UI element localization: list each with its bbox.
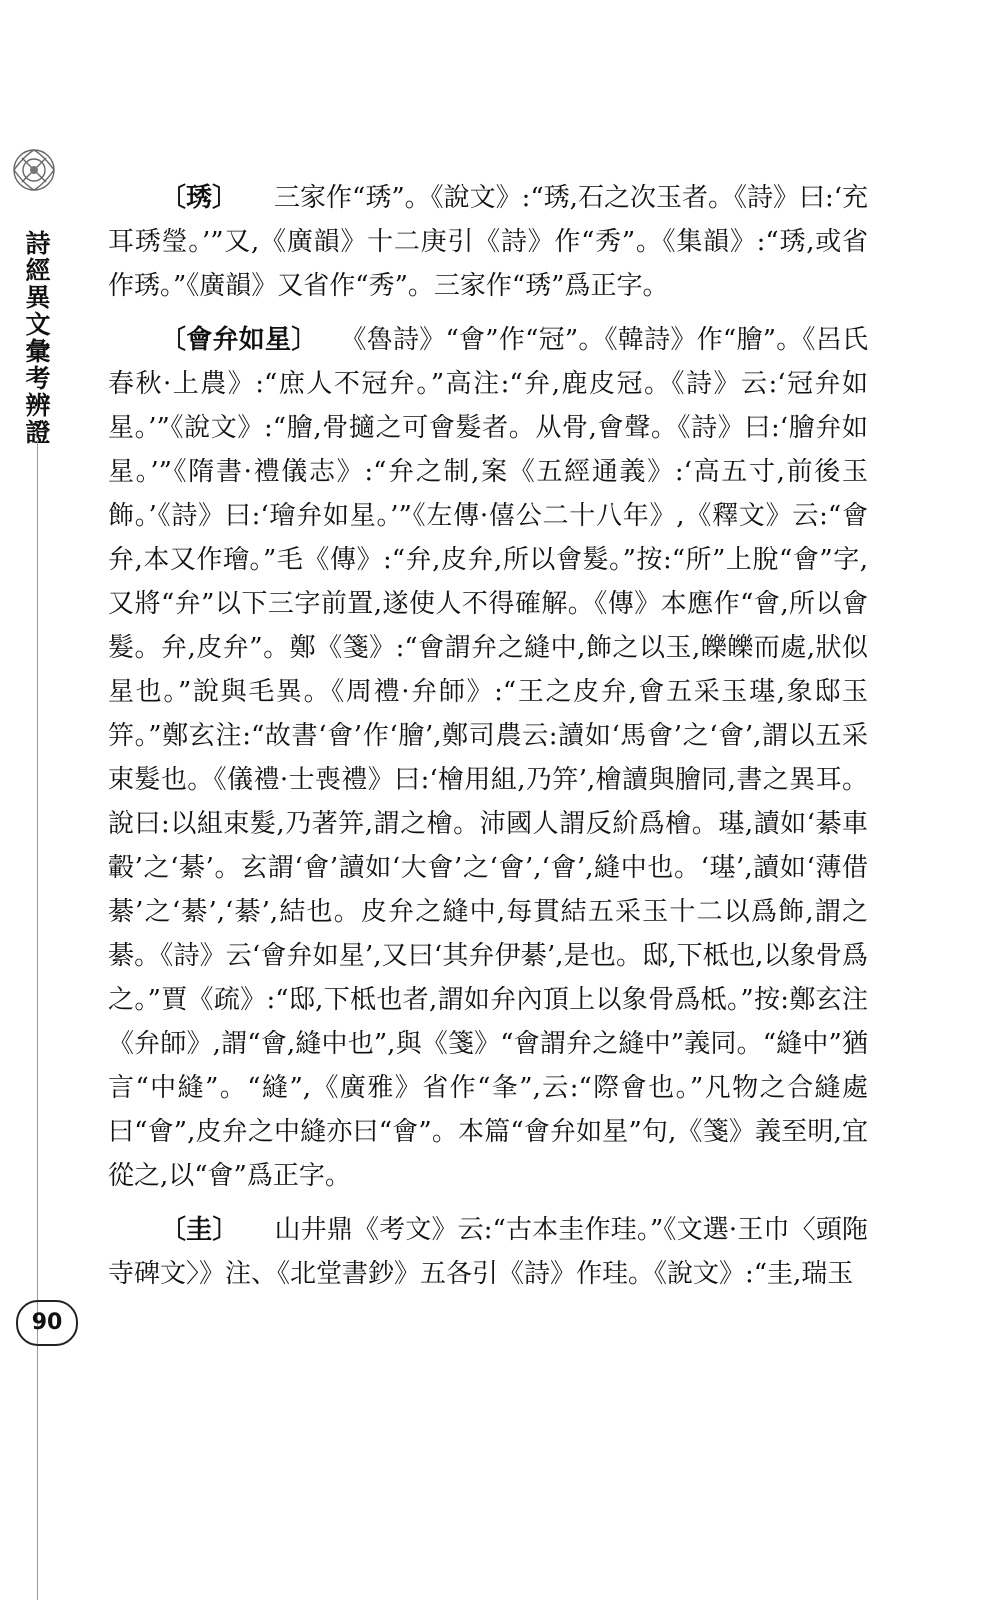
side-title-char: 經	[25, 256, 51, 285]
entry-text: 《魯詩》“會”作“冠”。《韓詩》作“膾”。《呂氏春秋·上農》:“庶人不冠弁。”高注:“弁,鹿皮冠。《詩》云:‘冠弁如星。’”《說文》:“膾,骨擿之可會髮者。从骨,會聲。《詩》曰:‘膾弁如星。’”《隋書·禮儀志》:“弁之制,案《五經通義》:‘高五寸,前後玉飾。’《詩》曰:‘璯弁如星。’”《左傳·僖公二十八年》,《釋文》云:“會弁,本又作璯。”毛《傳》:“弁,皮弁,所以會髮。”按:“所”上脫“會”字,又將“弁”以下三字前置,遂使人不得確解。《傳》本應作“會,所以會髮。弁,皮弁”。鄭《箋》:“會謂弁之縫中,飾之以玉,皪皪而處,狀似星也。”說與毛異。《周禮·弁師》:“王之皮弁,會五采玉璂,象邸玉笄。”鄭玄注:“故書‘會’作‘膾’,鄭司農云:讀如‘馬會’之‘會’,謂以五采束髮也。《儀禮·士喪禮》曰:‘檜用組,乃笄’,檜讀與膾同,書之異耳。說曰:以組束髮,乃著笄,謂之檜。沛國人謂反紒爲檜。璂,讀如‘綦車轂’之‘綦’。玄謂‘會’讀如‘大會’之‘會’,‘會’,縫中也。‘璂’,讀如‘薄借綦’之‘綦’,‘綦’,結也。皮弁之縫中,每貫結五采玉十二以爲飾,謂之綦。《詩》云‘會弁如星’,又曰‘其弁伊綦’,是也。邸,下柢也,以象骨爲之。”賈《疏》:“邸,下柢也者,謂如弁內頂上以象骨爲柢。”按:鄭玄注《弁師》,謂“會,縫中也”,與《箋》“會謂弁之縫中”義同。“縫中”猶言“中縫”。“縫”,《廣雅》省作“夆”,云:“際會也。”凡物之合縫處曰“會”,皮弁之中縫亦曰“會”。本篇“會弁如星”句,《箋》義至明,宜從之,以“會”爲正字。	[108, 325, 868, 1191]
side-divider	[37, 440, 38, 1600]
entry-heading: 〔圭〕	[160, 1215, 239, 1245]
entry-heading: 〔琇〕	[160, 183, 239, 213]
entry-heading: 〔會弁如星〕	[160, 325, 318, 355]
side-title-char: 彙	[25, 337, 51, 366]
main-text	[108, 176, 868, 1296]
book-title-vertical	[20, 230, 56, 446]
side-title-char: 文	[25, 310, 51, 339]
side-title-char: 辨	[25, 391, 51, 420]
entry-gui	[108, 1208, 868, 1296]
side-title-char: 異	[25, 283, 51, 312]
page-number: 90	[16, 1300, 78, 1346]
entry-text: 山井鼎《考文》云:“古本圭作珪。”《文選·王巾〈頭陁寺碑文〉》注、《北堂書鈔》五各引《詩》作珪。《說文》:“圭,瑞玉	[108, 1215, 868, 1289]
floral-ornament-icon	[4, 138, 64, 202]
side-title-char: 考	[25, 364, 51, 393]
side-title-char: 詩	[25, 229, 51, 258]
entry-text: 三家作“琇”。《說文》:“琇,石之次玉者。《詩》曰:‘充耳琇瑩。’”又,《廣韻》十二庚引《詩》作“秀”。《集韻》:“琇,或省作琇。”《廣韻》又省作“秀”。三家作“琇”爲正字。	[108, 183, 868, 301]
entry-huibian-ruxing	[108, 318, 868, 1198]
side-title-char: 證	[25, 418, 51, 447]
entry-xiu	[108, 176, 868, 308]
